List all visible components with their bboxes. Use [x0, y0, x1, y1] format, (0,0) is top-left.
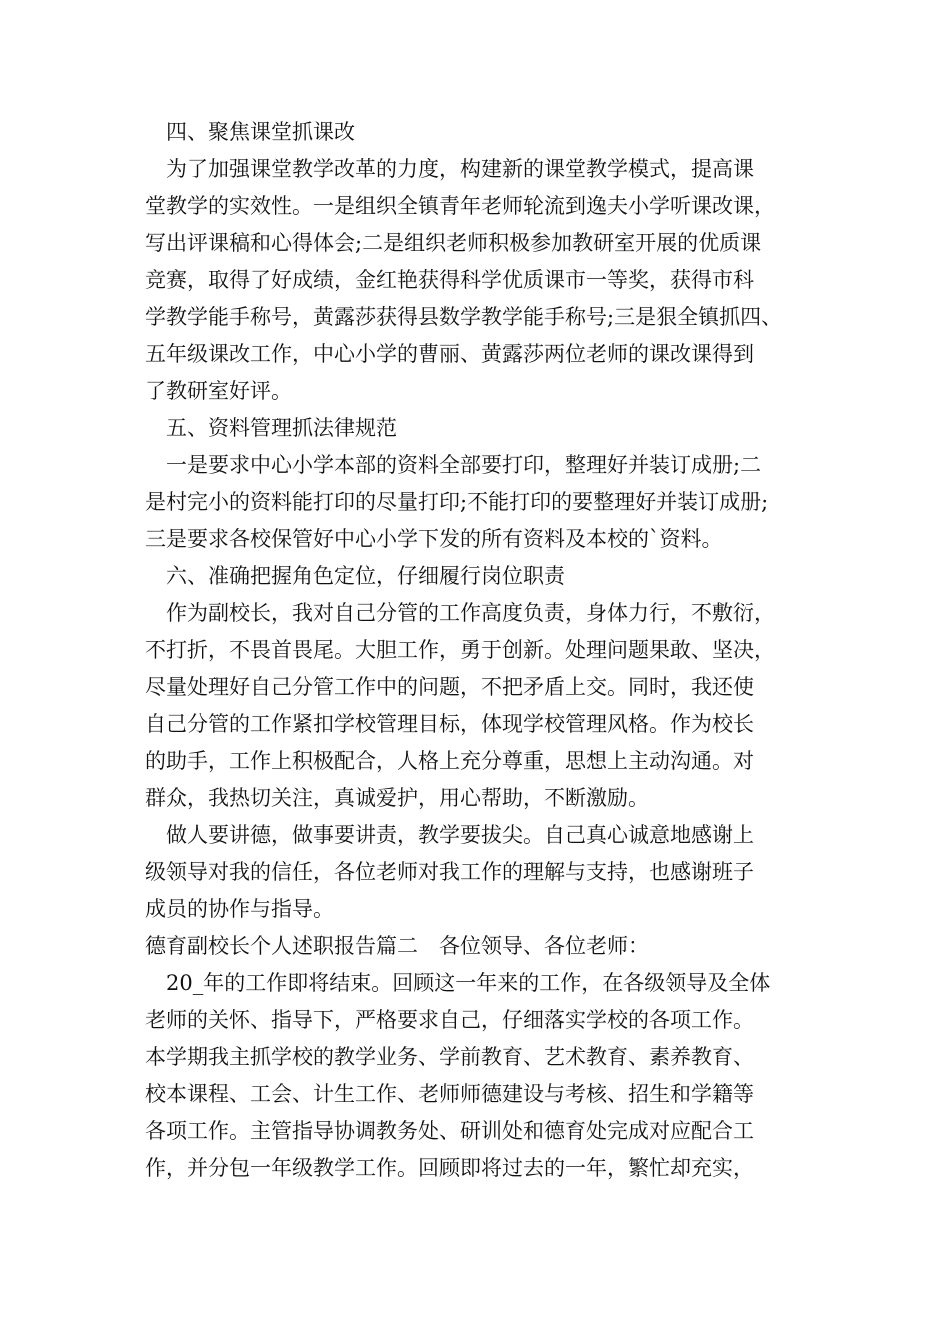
text-line: 写出评课稿和心得体会;二是组织老师积极参加教研室开展的优质课: [145, 231, 762, 255]
section-heading: 六、准确把握角色定位，仔细履行岗位职责: [166, 564, 565, 588]
text-line: 自己分管的工作紧扣学校管理目标，体现学校管理风格。作为校长: [145, 712, 754, 736]
text-line: 竞赛，取得了好成绩，金红艳获得科学优质课市一等奖，获得市科: [145, 268, 754, 292]
section-heading: 四、聚焦课堂抓课改: [166, 120, 355, 144]
text-line: 20_年的工作即将结束。回顾这一年来的工作，在各级领导及全体: [166, 971, 771, 995]
text-line: 五年级课改工作，中心小学的曹丽、黄露莎两位老师的课改课得到: [145, 342, 754, 366]
text-line: 三是要求各校保管好中心小学下发的所有资料及本校的`资料。: [145, 527, 723, 551]
text-line: 老师的关怀、指导下，严格要求自己，仔细落实学校的各项工作。: [145, 1008, 754, 1032]
text-line: 作，并分包一年级教学工作。回顾即将过去的一年，繁忙却充实，: [145, 1156, 754, 1180]
text-line: 不打折，不畏首畏尾。大胆工作，勇于创新。处理问题果敢、坚决，: [145, 638, 775, 662]
text-line: 各项工作。主管指导协调教务处、研训处和德育处完成对应配合工: [145, 1119, 754, 1143]
text-line: 为了加强课堂教学改革的力度，构建新的课堂教学模式，提高课: [166, 157, 754, 181]
document-page: [145, 114, 825, 1187]
text-line: 是村完小的资料能打印的尽量打印;不能打印的要整理好并装订成册;: [145, 490, 769, 514]
text-line: 成员的协作与指导。: [145, 897, 334, 921]
section-heading: 五、资料管理抓法律规范: [166, 416, 397, 440]
text-line: 做人要讲德，做事要讲责，教学要拔尖。自己真心诚意地感谢上: [166, 823, 754, 847]
text-line: 作为副校长，我对自己分管的工作高度负责，身体力行，不敷衍，: [166, 601, 775, 625]
text-line: 堂教学的实效性。一是组织全镇青年老师轮流到逸夫小学听课改课，: [145, 194, 775, 218]
text-line: 德育副校长个人述职报告篇二 各位领导、各位老师：: [145, 934, 649, 958]
text-line: 的助手，工作上积极配合，人格上充分尊重，思想上主动沟通。对: [145, 749, 754, 773]
text-line: 尽量处理好自己分管工作中的问题，不把矛盾上交。同时，我还使: [145, 675, 754, 699]
text-line: 了教研室好评。: [145, 379, 292, 403]
text-line: 一是要求中心小学本部的资料全部要打印，整理好并装订成册;二: [166, 453, 762, 477]
text-line: 校本课程、工会、计生工作、老师师德建设与考核、招生和学籍等: [145, 1082, 754, 1106]
text-line: 本学期我主抓学校的教学业务、学前教育、艺术教育、素养教育、: [145, 1045, 754, 1069]
text-line: 群众，我热切关注，真诚爱护，用心帮助，不断激励。: [145, 786, 649, 810]
text-line: 级领导对我的信任，各位老师对我工作的理解与支持，也感谢班子: [145, 860, 754, 884]
text-line: 学教学能手称号，黄露莎获得县数学教学能手称号;三是狠全镇抓四、: [145, 305, 783, 329]
